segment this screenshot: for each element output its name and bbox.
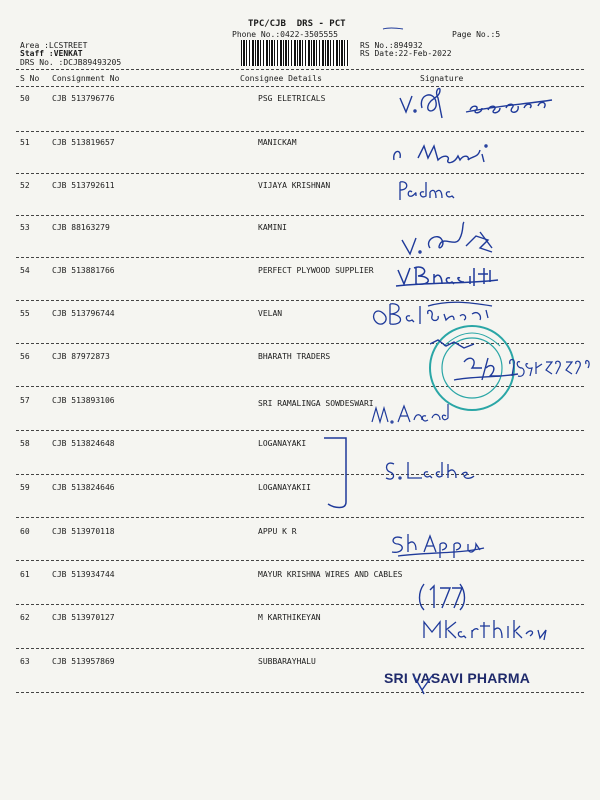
staff-field: Staff :VENKAT	[20, 49, 83, 58]
handwritten-signature	[396, 218, 506, 266]
header-rule	[16, 69, 584, 70]
row-sno: 60	[20, 527, 30, 536]
row-sno: 61	[20, 570, 30, 579]
row-sno: 50	[20, 94, 30, 103]
row-sno: 63	[20, 657, 30, 666]
row-consignee: APPU K R	[258, 527, 297, 536]
rs-date: RS Date:22-Feb-2022	[360, 49, 452, 58]
row-sno: 57	[20, 396, 30, 405]
barcode	[241, 40, 349, 66]
row-rule	[16, 215, 584, 216]
row-rule	[16, 430, 584, 431]
phone-number: Phone No.:0422-3505555	[232, 30, 338, 39]
page-number: Page No.:5	[452, 30, 501, 39]
handwritten-signature	[396, 84, 556, 128]
drs-number: DRS No. :DCJB89493205	[20, 58, 122, 67]
row-consignee: LOGANAYAKII	[258, 483, 311, 492]
column-rule	[16, 86, 584, 87]
row-consignee: MAYUR KRISHNA WIRES AND CABLES	[258, 570, 403, 579]
row-consignment: CJB 513957869	[52, 657, 115, 666]
row-consignee: LOGANAYAKI	[258, 439, 307, 448]
row-consignee: SUBBARAYHALU	[258, 657, 316, 666]
row-sno: 58	[20, 439, 30, 448]
row-rule	[16, 131, 584, 132]
title-dash-mark	[382, 17, 404, 36]
row-consignee: MANICKAM	[258, 138, 297, 147]
row-consignment: CJB 87972873	[52, 352, 110, 361]
row-consignment: CJB 513796776	[52, 94, 115, 103]
row-consignment: CJB 513796744	[52, 309, 115, 318]
row-consignee: VELAN	[258, 309, 283, 318]
row-consignment: CJB 513824646	[52, 483, 115, 492]
row-consignee: PSG ELETRICALS	[258, 94, 326, 103]
handwritten-number	[416, 580, 468, 618]
row-rule	[16, 257, 584, 258]
handwritten-bracket	[320, 434, 360, 518]
row-consignment: CJB 513792611	[52, 181, 115, 190]
trader-stamp	[424, 322, 520, 414]
rs-number: RS No.:894932	[360, 41, 423, 50]
row-consignee: SRI RAMALINGA SOWDESWARI	[258, 399, 374, 408]
row-rule	[16, 604, 584, 605]
row-consignment: CJB 513934744	[52, 570, 115, 579]
row-consignee: PERFECT PLYWOOD SUPPLIER	[258, 266, 374, 275]
row-rule	[16, 692, 584, 693]
row-rule	[16, 173, 584, 174]
row-consignment: CJB 88163279	[52, 223, 110, 232]
row-rule	[16, 560, 584, 561]
row-sno: 59	[20, 483, 30, 492]
row-consignee: KAMINI	[258, 223, 287, 232]
pharma-stamp: SRI VASAVI PHARMA	[384, 670, 531, 686]
row-consignee: VIJAYA KRISHNAN	[258, 181, 331, 190]
row-rule	[16, 474, 584, 475]
handwritten-signature	[420, 614, 560, 648]
row-sno: 51	[20, 138, 30, 147]
row-rule	[16, 300, 584, 301]
handwritten-signature	[388, 530, 488, 564]
row-sno: 62	[20, 613, 30, 622]
handwritten-signature	[394, 178, 464, 208]
row-consignment: CJB 513881766	[52, 266, 115, 275]
handwritten-signature	[394, 260, 504, 294]
row-sno: 55	[20, 309, 30, 318]
sheet-title: TPC/CJB DRS - PCT	[248, 19, 346, 29]
row-sno: 52	[20, 181, 30, 190]
col-header-signature: Signature	[420, 74, 464, 83]
col-header-consignment: Consignment No	[52, 74, 120, 83]
area-field: Area :LCSTREET	[20, 41, 88, 50]
row-consignment: CJB 513893106	[52, 396, 115, 405]
row-consignment: CJB 513970127	[52, 613, 115, 622]
row-consignment: CJB 513819657	[52, 138, 115, 147]
row-consignment: CJB 513824648	[52, 439, 115, 448]
row-sno: 56	[20, 352, 30, 361]
row-consignee: BHARATH TRADERS	[258, 352, 331, 361]
row-sno: 53	[20, 223, 30, 232]
handwritten-signature	[380, 458, 480, 488]
row-rule	[16, 517, 584, 518]
col-header-sno: S No	[20, 74, 40, 83]
row-rule	[16, 648, 584, 649]
row-consignment: CJB 513970118	[52, 527, 115, 536]
col-header-consignee: Consignee Details	[240, 74, 322, 83]
handwritten-signature	[388, 136, 528, 174]
row-sno: 54	[20, 266, 30, 275]
row-consignee: M KARTHIKEYAN	[258, 613, 321, 622]
